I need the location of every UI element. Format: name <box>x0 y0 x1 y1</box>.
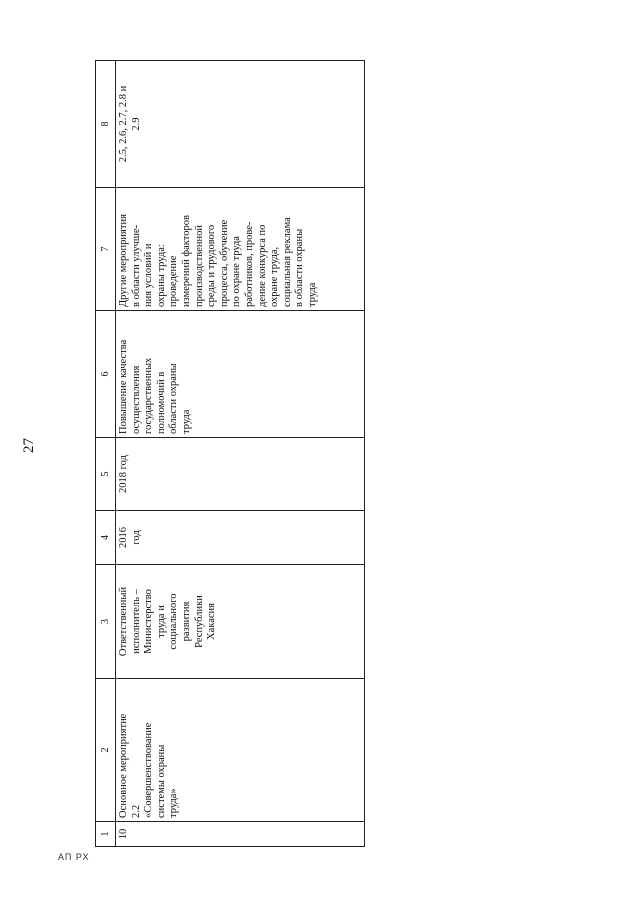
executor-cell: Ответственный исполнитель – Министерство труда и социального развития Республики Хакасия <box>116 565 365 679</box>
header-col-5: 5 <box>96 438 116 511</box>
row-number-cell: 10 <box>116 822 365 847</box>
header-col-7: 7 <box>96 188 116 311</box>
header-col-3: 3 <box>96 565 116 679</box>
header-col-2: 2 <box>96 679 116 822</box>
start-year-cell: 2016 год <box>116 511 365 565</box>
expected-result-cell: Повышение качества осуществления государственных полномочий в области охраны труда <box>116 311 365 438</box>
end-year-cell: 2018 год <box>116 438 365 511</box>
header-row <box>96 61 116 847</box>
indicators-cell: 2.5, 2.6, 2.7, 2.8 и 2.9 <box>116 61 365 188</box>
header-col-6: 6 <box>96 311 116 438</box>
header-col-8: 8 <box>96 61 116 188</box>
document-table-rotated <box>95 61 365 847</box>
table-row <box>116 61 365 847</box>
measure-name-cell: Основное мероприятие 2.2 «Совершенствование системы охраны труда» <box>116 679 365 822</box>
header-col-1: 1 <box>96 822 116 847</box>
related-measures-cell: Другие мероприятия в области улучше- ния условий и охраны труда: проведение измерений факторов производственной среды и трудового процесса, обучение по охране труда работников, прове- дение конкурса по охране труда, социальная реклама в области охраны труда <box>116 188 365 311</box>
measures-table <box>95 60 365 847</box>
page-number: 27 <box>21 438 37 453</box>
footer-stamp: АП РХ <box>58 852 90 862</box>
header-col-4: 4 <box>96 511 116 565</box>
